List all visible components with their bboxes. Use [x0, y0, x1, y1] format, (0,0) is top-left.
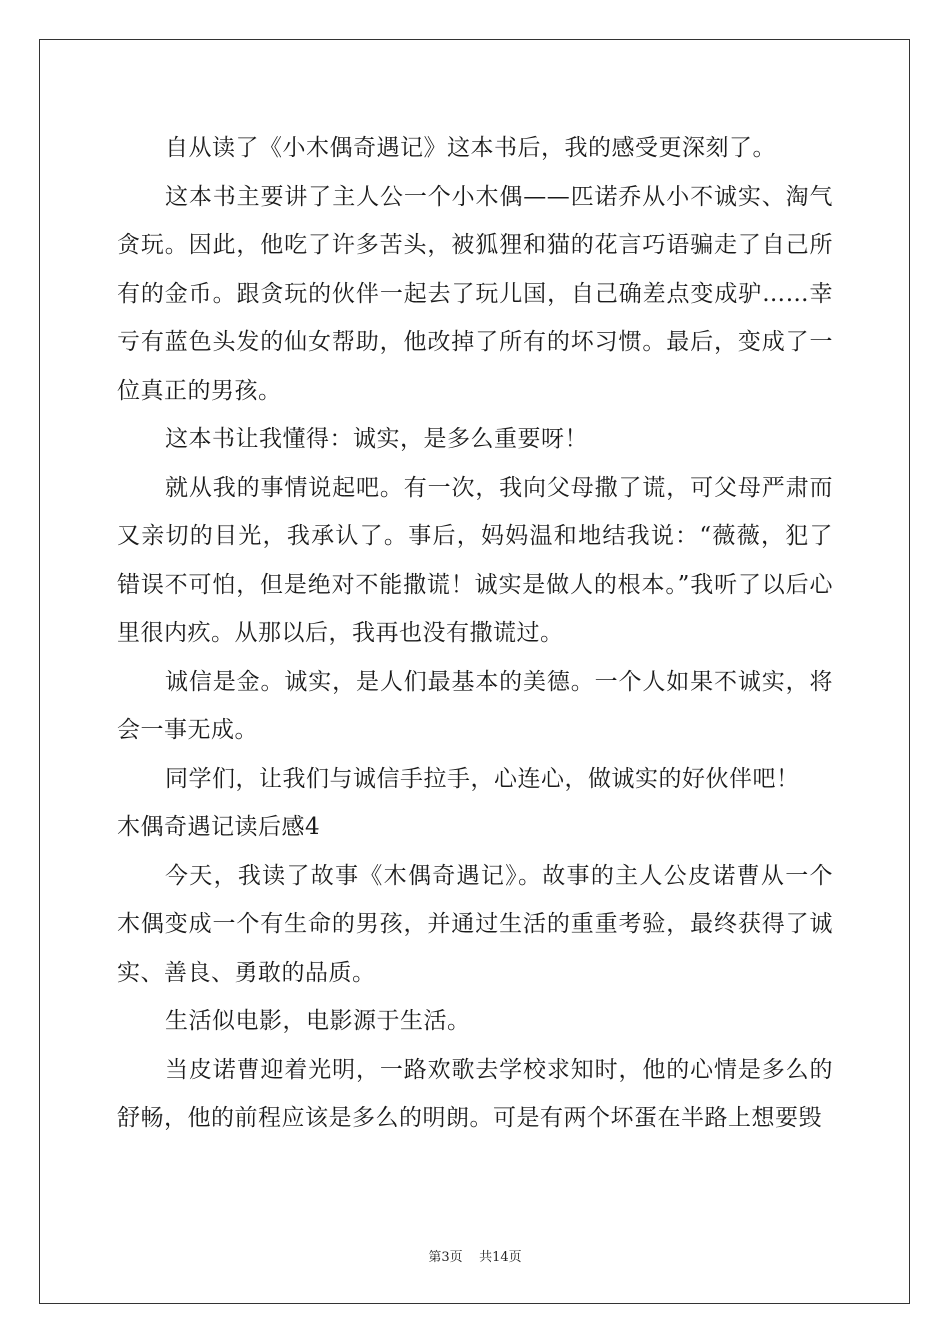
page-number: 第3页 — [428, 1250, 463, 1265]
paragraph: 就从我的事情说起吧。有一次，我向父母撒了谎，可父母严肃而又亲切的目光，我承认了。事后，妈妈温和地结我说：“薇薇，犯了错误不可怕，但是绝对不能撒谎！诚实是做人的根本。”我听了以后心里很内疚。从那以后，我再也没有撒谎过。 — [117, 474, 833, 646]
paragraph: 今天，我读了故事《木偶奇遇记》。故事的主人公皮诺曹从一个木偶变成一个有生命的男孩，并通过生活的重重考验，最终获得了诚实、善良、勇敢的品质。 — [117, 862, 833, 986]
paragraph: 同学们，让我们与诚信手拉手，心连心，做诚实的好伙伴吧！ — [165, 765, 800, 792]
document-body — [117, 124, 833, 1143]
section-heading: 木偶奇遇记读后感4 — [117, 814, 321, 840]
paragraph: 生活似电影，电影源于生活。 — [165, 1008, 471, 1034]
paragraph: 自从读了《小木偶奇遇记》这本书后，我的感受更深刻了。 — [165, 135, 776, 161]
paragraph: 当皮诺曹迎着光明，一路欢歌去学校求知时，他的心情是多么的舒畅，他的前程应该是多么的明朗。可是有两个坏蛋在半路上想要毁 — [117, 1056, 833, 1131]
page-total: 共14页 — [479, 1250, 522, 1265]
paragraph: 这本书让我懂得：诚实，是多么重要呀！ — [165, 426, 588, 452]
paragraph: 诚信是金。诚实，是人们最基本的美德。一个人如果不诚实，将会一事无成。 — [117, 668, 833, 743]
paragraph: 这本书主要讲了主人公一个小木偶——匹诺乔从小不诚实、淘气贪玩。因此，他吃了许多苦头，被狐狸和猫的花言巧语骗走了自己所有的金币。跟贪玩的伙伴一起去了玩儿国，自己确差点变成驴……幸亏有蓝色头发的仙女帮助，他改掉了所有的坏习惯。最后，变成了一位真正的男孩。 — [117, 183, 833, 404]
page-footer — [0, 1246, 950, 1265]
